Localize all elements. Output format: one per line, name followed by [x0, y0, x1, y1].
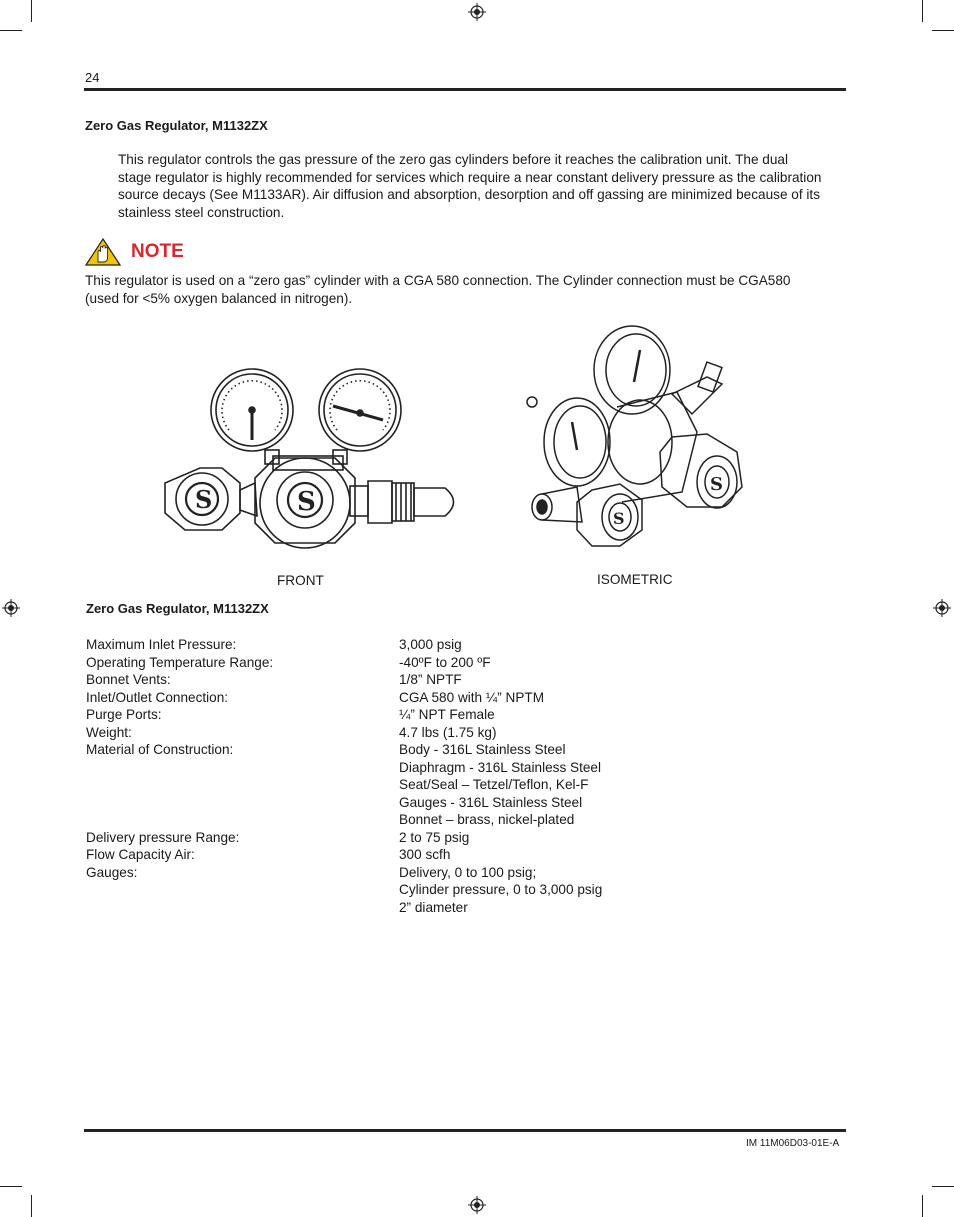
- spec-table: [86, 636, 699, 916]
- spec-label: Operating Temperature Range:: [86, 654, 274, 670]
- spec-value-line: 2 to 75 psig: [399, 829, 470, 845]
- spec-row: [86, 724, 699, 742]
- footer-rule: [84, 1129, 846, 1132]
- spec-row: [86, 671, 699, 689]
- crop-mark: [0, 30, 22, 31]
- spec-value-line: Seat/Seal – Tetzel/Teflon, Kel-F: [399, 777, 589, 792]
- registration-mark-icon: [933, 599, 951, 617]
- svg-text:S: S: [195, 485, 213, 514]
- spec-row: [86, 689, 699, 707]
- crop-mark: [932, 1186, 954, 1187]
- spec-value-line: Diaphragm - 316L Stainless Steel: [399, 759, 602, 775]
- specs-heading: Zero Gas Regulator, M1132ZX: [86, 601, 269, 616]
- crop-mark: [932, 30, 954, 31]
- spec-value-line: 1/8” NPTF: [399, 672, 462, 687]
- spec-value: [399, 671, 699, 689]
- spec-value-line: Gauges - 316L Stainless Steel: [399, 794, 583, 810]
- caution-hand-icon: [85, 238, 121, 266]
- spec-row: [86, 706, 699, 724]
- spec-value-line: 3,000 psig: [399, 637, 462, 652]
- page-number: 24: [85, 70, 100, 85]
- isometric-caption: ISOMETRIC: [597, 572, 673, 587]
- crop-mark: [922, 0, 923, 22]
- spec-value: [399, 654, 699, 672]
- spec-value: [399, 829, 699, 847]
- registration-mark-icon: [468, 3, 486, 21]
- spec-value-line: CGA 580 with ¼” NPTM: [399, 689, 545, 705]
- spec-label: Inlet/Outlet Connection:: [86, 689, 229, 705]
- spec-value-line: Delivery, 0 to 100 psig;: [399, 864, 537, 880]
- spec-value-line: 2” diameter: [399, 899, 468, 915]
- registration-mark-icon: [2, 599, 20, 617]
- spec-value-line: Cylinder pressure, 0 to 3,000 psig: [399, 882, 603, 897]
- spec-label: Material of Construction:: [86, 742, 234, 757]
- document-code: IM 11M06D03-01E-A: [746, 1138, 840, 1149]
- spec-value-line: 4.7 lbs (1.75 kg): [399, 724, 497, 740]
- spec-value: [399, 846, 699, 864]
- note-text: This regulator is used on a “zero gas” cylinder with a CGA 580 connection. The Cylinder connection must be CGA580 (used for <5% oxygen balanced in nitrogen).: [85, 273, 791, 306]
- svg-text:S: S: [710, 474, 723, 495]
- spec-value-line: 300 scfh: [399, 847, 451, 862]
- regulator-isometric-illustration: [522, 322, 754, 552]
- crop-mark: [0, 1186, 22, 1187]
- intro-paragraph: This regulator controls the gas pressure of the zero gas cylinders before it reaches the calibration unit. The dual stage regulator is highly recommended for services which require a near constant delivery pressure as the calibration source decays (See M1133AR). Air diffusion and absorption, desorption and off gassing are minimized because of its stainless steel construction.: [118, 152, 822, 220]
- spec-value-line: ¼” NPT Female: [399, 707, 495, 722]
- crop-mark: [922, 1195, 923, 1217]
- spec-value: [399, 864, 699, 917]
- spec-label: Delivery pressure Range:: [86, 829, 240, 845]
- spec-value: [399, 636, 699, 654]
- spec-value: [399, 689, 699, 707]
- spec-value: [399, 706, 699, 724]
- spec-label: Maximum Inlet Pressure:: [86, 637, 237, 652]
- crop-mark: [31, 1195, 32, 1217]
- spec-row: [86, 741, 699, 829]
- spec-row: [86, 864, 699, 917]
- header-rule: [84, 88, 846, 91]
- spec-value: [399, 724, 699, 742]
- svg-text:S: S: [613, 509, 625, 528]
- spec-label: Bonnet Vents:: [86, 672, 171, 687]
- section-heading: Zero Gas Regulator, M1132ZX: [85, 118, 268, 133]
- spec-value-line: Body - 316L Stainless Steel: [399, 742, 566, 757]
- spec-label: Purge Ports:: [86, 707, 162, 722]
- svg-text:S: S: [297, 487, 316, 517]
- spec-label: Flow Capacity Air:: [86, 847, 195, 862]
- spec-row: [86, 846, 699, 864]
- spec-label: Gauges:: [86, 864, 138, 880]
- spec-value: [399, 741, 699, 829]
- registration-mark-icon: [468, 1196, 486, 1214]
- spec-label: Weight:: [86, 724, 132, 740]
- spec-value-line: Bonnet – brass, nickel-plated: [399, 812, 575, 827]
- front-caption: FRONT: [277, 573, 324, 588]
- spec-row: [86, 829, 699, 847]
- regulator-front-illustration: [155, 368, 465, 553]
- spec-row: [86, 636, 699, 654]
- spec-row: [86, 654, 699, 672]
- crop-mark: [31, 0, 32, 22]
- spec-value-line: -40ºF to 200 ºF: [399, 654, 491, 670]
- note-label: NOTE: [131, 241, 184, 262]
